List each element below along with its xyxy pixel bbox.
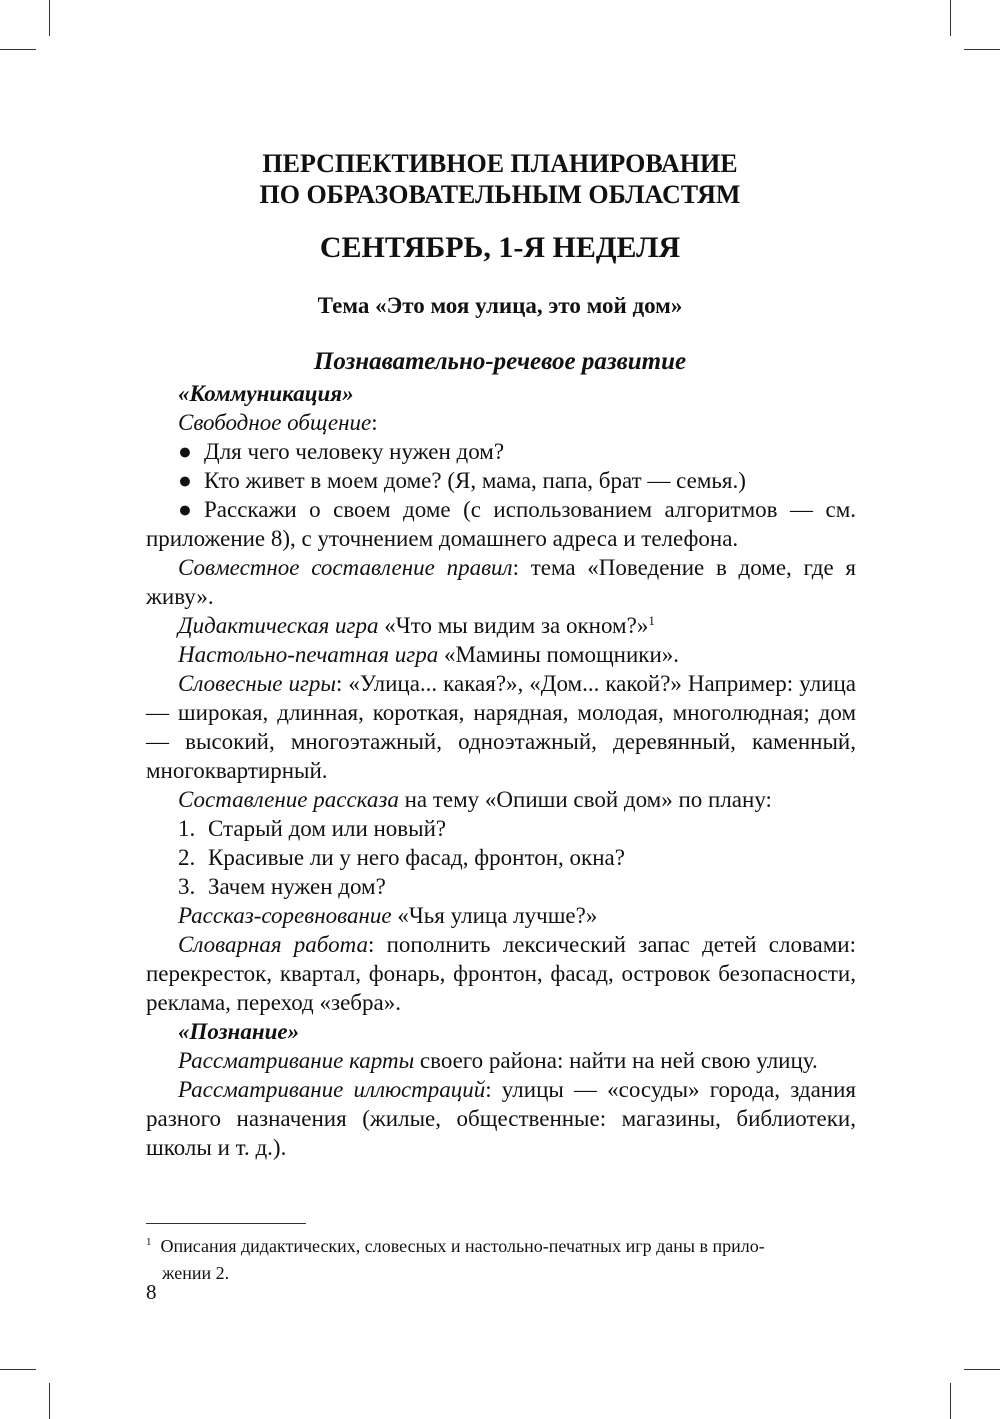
footnote-line-2: жении 2. bbox=[162, 1263, 230, 1283]
map-paragraph bbox=[146, 1046, 856, 1075]
word-games-text: : «Улица... какая?», «Дом... какой?» Например: улица — широкая, длинная, короткая, нарядная, молодая, многолюдная; дом — высокий, многоэтажный, одноэтажный, деревянный, каменный, многоквартирный. bbox=[146, 671, 857, 783]
page-number: 8 bbox=[146, 1280, 157, 1304]
board-game-label: Настольно-печатная игра bbox=[178, 642, 439, 667]
list-item bbox=[146, 437, 856, 466]
board-game-paragraph bbox=[146, 640, 856, 669]
plan-item-number: 1. bbox=[178, 816, 196, 841]
footnote-divider bbox=[146, 1223, 306, 1224]
plan-item-number: 2. bbox=[178, 845, 196, 870]
plan-item-text: Красивые ли у него фасад, фронтон, окна? bbox=[208, 845, 625, 870]
crop-mark-bottom-right-h bbox=[964, 1369, 1000, 1370]
plan-item bbox=[146, 872, 856, 901]
month-heading: СЕНТЯБРЬ, 1-Я НЕДЕЛЯ bbox=[319, 231, 681, 264]
story-text: на тему «Опиши свой дом» по плану: bbox=[398, 787, 772, 812]
contest-paragraph bbox=[146, 901, 856, 930]
vocabulary-text: : пополнить лексический запас детей словами: перекресток, квартал, фонарь, фронтон, фасад, островок безопасности, реклама, переход «зебра». bbox=[146, 932, 856, 1015]
plan-item-text: Зачем нужен дом? bbox=[208, 874, 386, 899]
rules-text: : тема «Поведение в доме, где я живу». bbox=[146, 555, 856, 609]
rules-label: Совместное составление правил bbox=[178, 555, 513, 580]
crop-mark-bottom-right-v bbox=[950, 1383, 951, 1419]
footnote-line-1 bbox=[146, 1233, 856, 1260]
free-talk-colon: : bbox=[371, 410, 378, 435]
contest-label: Рассказ-соревнование bbox=[178, 903, 392, 928]
didactic-game-paragraph bbox=[146, 611, 856, 640]
list-item bbox=[146, 466, 856, 495]
word-games-label: Словесные игры bbox=[178, 671, 337, 696]
crop-mark-top-right-h bbox=[964, 49, 1000, 50]
illustrations-label: Рассматривание иллюстраций bbox=[178, 1077, 486, 1102]
footnote-text-1: Описания дидактических, словесных и настольно-печатных игр даны в прило- bbox=[160, 1236, 765, 1256]
map-label: Рассматривание карты bbox=[178, 1048, 415, 1073]
page-title-line-2: ПО ОБРАЗОВАТЕЛЬНЫМ ОБЛАСТЯМ bbox=[259, 180, 741, 209]
crop-mark-bottom-left-h bbox=[0, 1369, 36, 1370]
board-game-text: «Мамины помощники». bbox=[438, 642, 680, 667]
list-item bbox=[146, 495, 856, 553]
subheading-communication: «Коммуникация» bbox=[178, 381, 354, 406]
page-title bbox=[0, 148, 1000, 210]
bullet-icon: ● bbox=[178, 439, 192, 464]
illustrations-text: : улицы — «сосуды» города, здания разного назначения (жилые, общественные: магазины, библиотеки, школы и т. д.). bbox=[146, 1077, 856, 1160]
map-text: своего района: найти на ней свою улицу. bbox=[414, 1048, 818, 1073]
free-talk-paragraph bbox=[146, 408, 856, 437]
crop-mark-top-left-h bbox=[0, 49, 36, 50]
word-games-paragraph bbox=[146, 669, 856, 785]
bullet-icon: ● bbox=[178, 497, 192, 522]
story-label: Составление рассказа bbox=[178, 787, 399, 812]
crop-mark-bottom-left-v bbox=[49, 1383, 50, 1419]
vocabulary-label: Словарная работа bbox=[178, 932, 368, 957]
theme-heading: Тема «Это моя улица, это мой дом» bbox=[317, 293, 683, 318]
didactic-game-label: Дидактическая игра bbox=[178, 613, 379, 638]
plan-item-number: 3. bbox=[178, 874, 196, 899]
crop-mark-top-left-v bbox=[49, 0, 50, 36]
footnote-mark: 1 bbox=[146, 1236, 152, 1248]
rules-paragraph bbox=[146, 553, 856, 611]
plan-item bbox=[146, 843, 856, 872]
free-talk-label: Свободное общение bbox=[178, 410, 372, 435]
didactic-game-text: «Что мы видим за окном?» bbox=[378, 613, 649, 638]
section-heading: Познавательно-речевое развитие bbox=[313, 348, 687, 375]
crop-mark-top-right-v bbox=[950, 0, 951, 36]
list-item-text: Расскажи о своем доме (с использованием алгоритмов — см. приложение 8), с уточнением домашнего адреса и телефона. bbox=[146, 497, 856, 551]
footnote-reference: 1 bbox=[648, 613, 655, 628]
list-item-text: Для чего человеку нужен дом? bbox=[204, 439, 505, 464]
plan-item-text: Старый дом или новый? bbox=[208, 816, 447, 841]
contest-text: «Чья улица лучше?» bbox=[391, 903, 598, 928]
subheading-cognition: «Познание» bbox=[178, 1019, 300, 1044]
list-item-text: Кто живет в моем доме? (Я, мама, папа, брат — семья.) bbox=[204, 468, 746, 493]
illustrations-paragraph bbox=[146, 1075, 856, 1162]
body-text bbox=[146, 379, 856, 1162]
footnote bbox=[146, 1233, 856, 1287]
story-paragraph bbox=[146, 785, 856, 814]
vocabulary-paragraph bbox=[146, 930, 856, 1017]
bullet-icon: ● bbox=[178, 468, 192, 493]
page-title-line-1: ПЕРСПЕКТИВНОЕ ПЛАНИРОВАНИЕ bbox=[262, 149, 738, 178]
plan-item bbox=[146, 814, 856, 843]
